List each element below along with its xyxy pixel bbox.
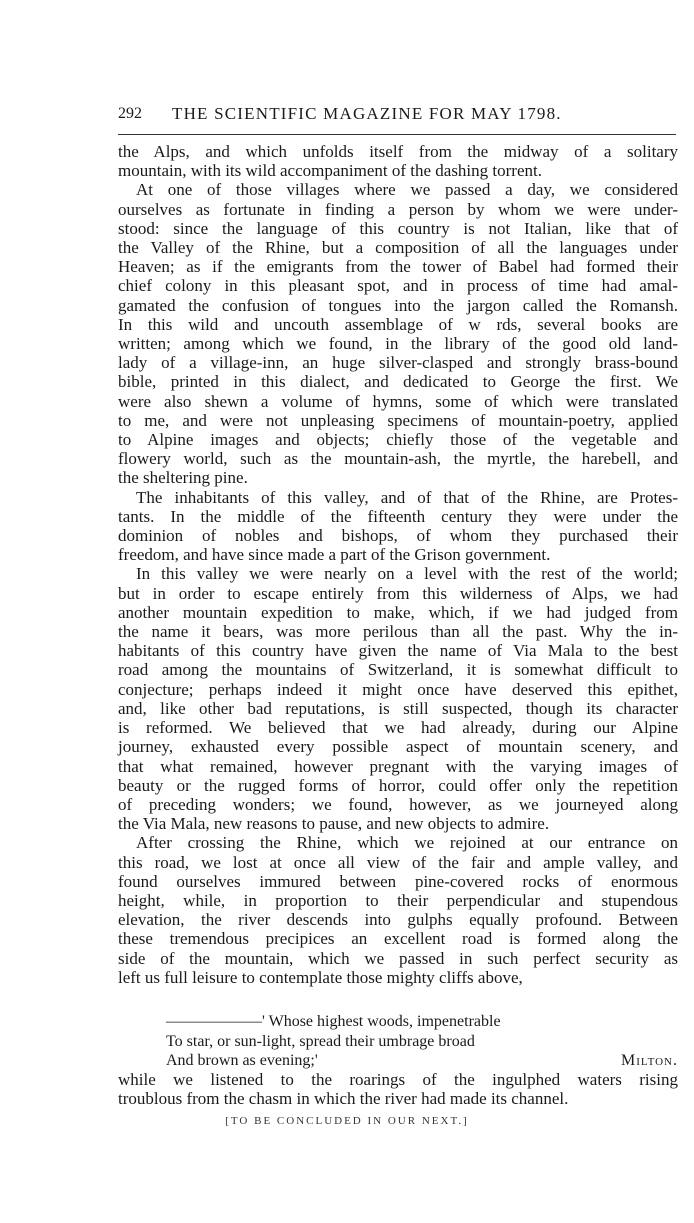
header-divider <box>118 134 676 135</box>
text-line: the name it bears, was more perilous than all the past. Why the in- <box>118 622 678 642</box>
text-line: height, while, in proportion to their perpendicular and stupendous <box>118 890 678 910</box>
text-line: habitants of this country have given the name of Via Mala to the best <box>118 641 678 661</box>
paragraph <box>118 142 678 180</box>
text-line: flowery world, such as the mountain-ash, the myrtle, the harebell, and <box>118 449 678 469</box>
text-line: bible, printed in this dialect, and dedicated to George the first. We <box>118 372 678 392</box>
text-line: lady of a village-inn, an huge silver-clasped and strongly brass-bound <box>118 353 678 373</box>
text-line: is reformed. We believed that we had already, during our Alpine <box>118 718 678 738</box>
text-line: to me, and were not unpleasing specimens of mountain-poetry, applied <box>118 410 678 430</box>
text-line: gamated the confusion of tongues into the jargon called the Romansh. <box>118 295 678 315</box>
text-line: journey, exhausted every possible aspect of mountain scenery, and <box>118 737 678 757</box>
text-line: to Alpine images and objects; chiefly those of the vegetable and <box>118 430 678 450</box>
running-title: THE SCIENTIFIC MAGAZINE FOR MAY 1798. <box>172 104 562 123</box>
poetry-quotation <box>166 1012 678 1071</box>
text-line: In this valley we were nearly on a level with the rest of the world; <box>136 564 678 584</box>
paragraph <box>118 833 678 987</box>
text-line: written; among which we found, in the library of the good old land- <box>118 334 678 354</box>
text-line: mountain, with its wild accompaniment of the dashing torrent. <box>118 161 542 181</box>
continued-note: [TO BE CONCLUDED IN OUR NEXT.] <box>225 1115 469 1127</box>
text-line: side of the mountain, which we passed in such perfect security as <box>118 948 678 968</box>
article-body <box>118 142 678 987</box>
text-line: of preceding wonders; we found, however, as we journeyed along <box>118 794 678 814</box>
quote-line: ——————' Whose highest woods, impenetrable <box>166 1013 501 1030</box>
text-line: In this wild and uncouth assemblage of w rds, several books are <box>118 314 678 334</box>
text-line: ourselves as fortunate in finding a person by whom we were under- <box>118 199 678 219</box>
text-line: After crossing the Rhine, which we rejoined at our entrance on <box>136 833 678 853</box>
text-line: left us full leisure to contemplate those mighty cliffs above, <box>118 967 523 987</box>
text-line: elevation, the river descends into gulphs equally profound. Between <box>118 910 678 930</box>
quote-line: And brown as evening;' <box>166 1052 318 1069</box>
text-line: the Valley of the Rhine, but a composition of all the languages under <box>118 238 678 258</box>
text-line: troublous from the chasm in which the river had made its channel. <box>118 1089 569 1109</box>
text-line: but in order to escape entirely from this wilderness of Alps, we had <box>118 583 678 603</box>
text-line: beauty or the rugged forms of horror, could offer only the repetition <box>118 775 678 795</box>
text-line: another mountain expedition to make, which, if we had judged from <box>118 602 678 622</box>
text-line: that what remained, however pregnant with the varying images of <box>118 756 678 776</box>
text-line: The inhabitants of this valley, and of that of the Rhine, are Protes- <box>136 487 678 507</box>
text-line: chief colony in this pleasant spot, and in process of time had amal- <box>118 276 678 296</box>
running-head <box>118 104 678 128</box>
text-line: the sheltering pine. <box>118 468 248 488</box>
text-line: freedom, and have since made a part of the Grison government. <box>118 545 551 565</box>
text-line: conjecture; perhaps indeed it might once have deserved this epithet, <box>118 679 678 699</box>
text-line: stood: since the language of this country is not Italian, like that of <box>118 218 678 238</box>
text-line: dominion of nobles and bishops, of whom they purchased their <box>118 526 678 546</box>
paragraph <box>118 180 678 487</box>
quote-line: To star, or sun-light, spread their umbrage broad <box>166 1032 475 1050</box>
closing-paragraph <box>118 1070 678 1108</box>
text-line: while we listened to the roarings of the ingulphed waters rising <box>118 1070 678 1089</box>
text-line: were also shewn a volume of hymns, some of which were translated <box>118 391 678 411</box>
paragraph <box>118 488 678 565</box>
text-line: these tremendous precipices an excellent road is formed along the <box>118 929 678 949</box>
text-line: the Via Mala, new reasons to pause, and new objects to admire. <box>118 814 550 834</box>
text-line: this road, we lost at once all view of the fair and ample valley, and <box>118 852 678 872</box>
quote-attribution: Milton. <box>620 1052 678 1069</box>
text-line: and, like other bad reputations, is still suspected, though its character <box>118 698 678 718</box>
text-line: the Alps, and which unfolds itself from the midway of a solitary <box>118 142 678 161</box>
page-number: 292 <box>118 105 142 122</box>
paragraph <box>118 564 678 833</box>
text-line: Heaven; as if the emigrants from the tower of Babel had formed their <box>118 257 678 277</box>
text-line: At one of those villages where we passed a day, we considered <box>136 180 678 200</box>
text-line: found ourselves immured between pine-covered rocks of enormous <box>118 871 678 891</box>
text-line: road among the mountains of Switzerland, it is somewhat difficult to <box>118 660 678 680</box>
text-line: tants. In the middle of the fifteenth century they were under the <box>118 506 678 526</box>
